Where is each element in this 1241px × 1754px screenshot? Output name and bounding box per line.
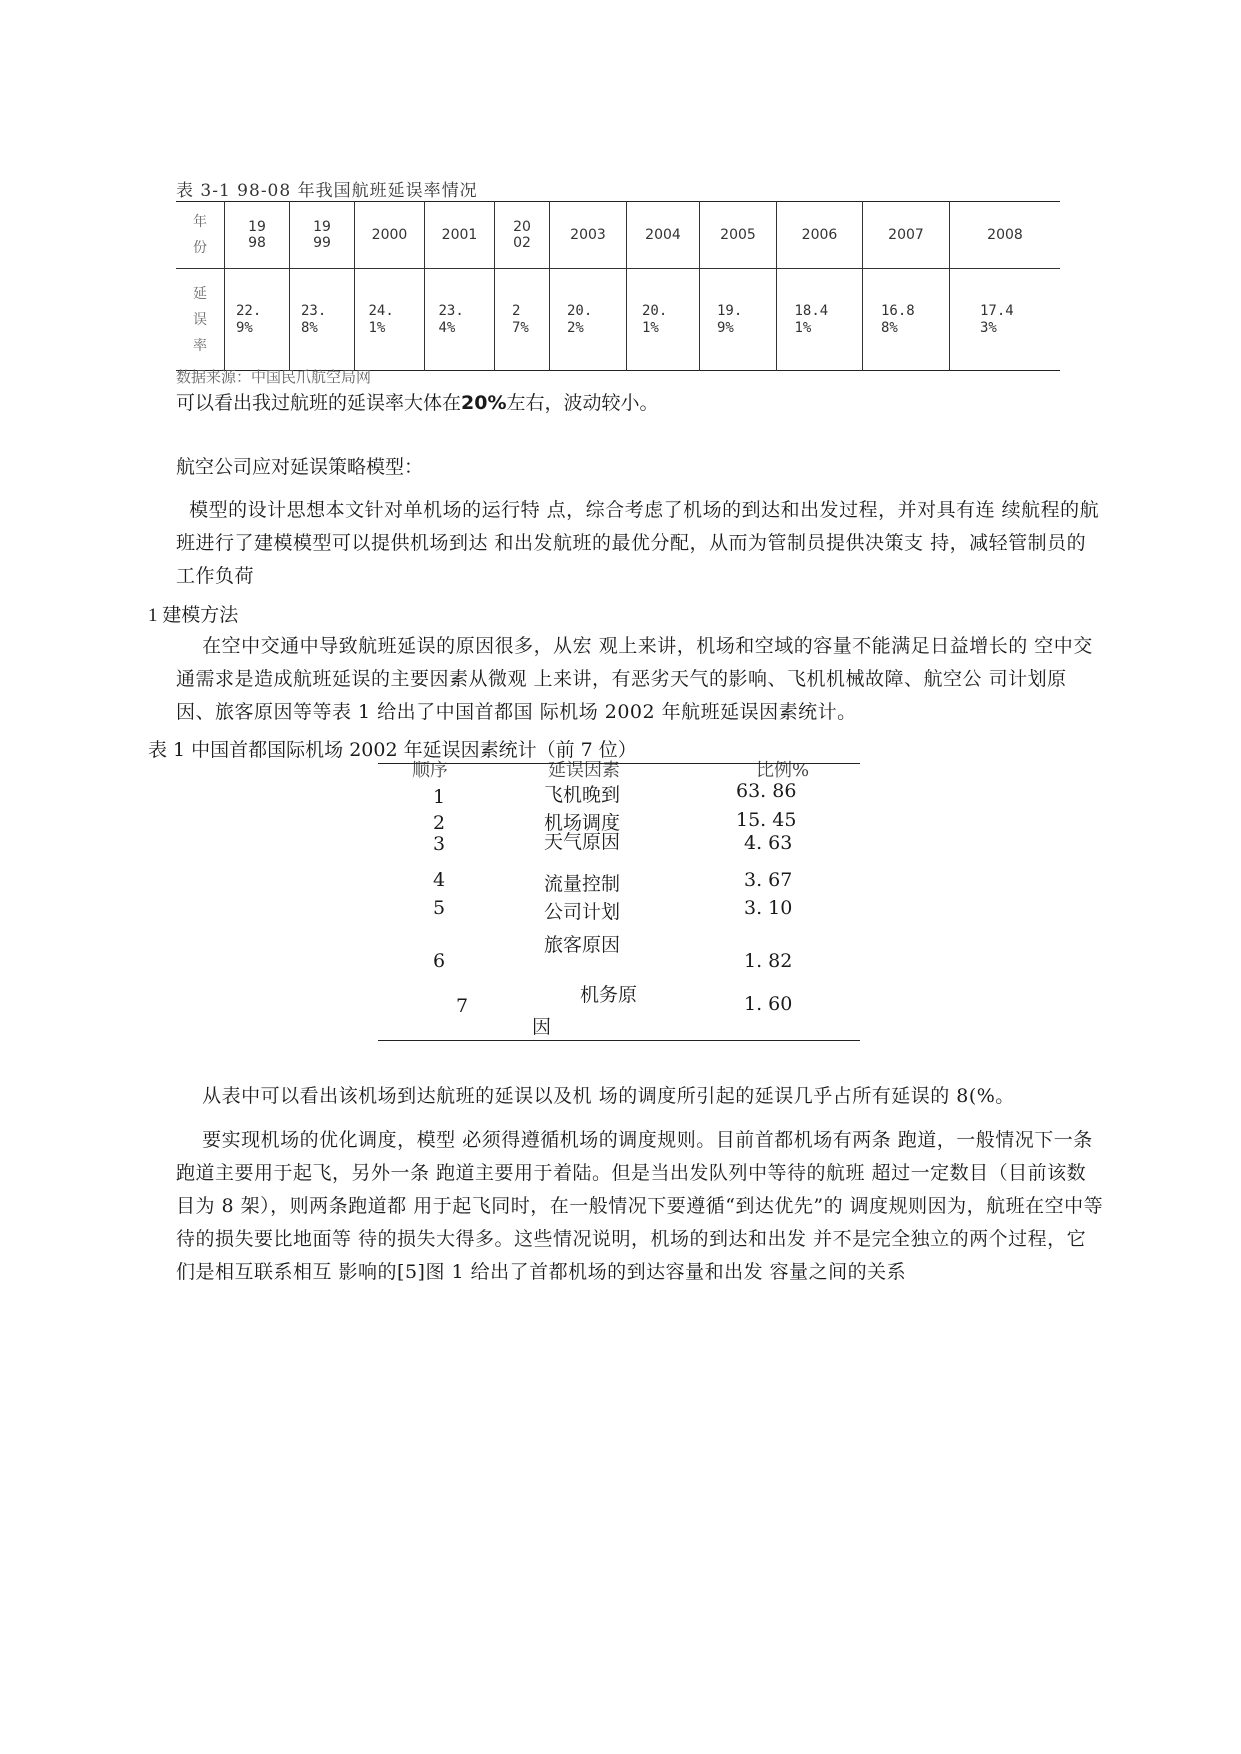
column-header-ratio: 比例% [756,760,810,781]
data-source-note: 数据来源：中国民爪航空局网 [176,368,372,386]
flight-delay-rate-table [176,201,1060,371]
ratio-cell: 1. 60 [744,993,793,1015]
scheduling-rules-paragraph: 要实现机场的优化调度，模型 必须得遵循机场的调度规则。目前首都机场有两条 跑道，一般情况下一条跑道主要用于起飞，另外一条 跑道主要用于着陆。但是当出发队列中等待的航班 超过一定数目（目前该数目为 8 架），则两条跑道都 用于起飞同时，在一般情况下要遵循“到达优先”的 调度规则因为，航班在空中等待的损失要比地面等 待的损失大得多。这些情况说明，机场的到达和出发 并不是完全独立的两个过程，它们是相互联系相互 影响的[5]图 1 给出了首都机场的到达容量和出发 容量之间的关系 [176,1129,1104,1283]
row-label-rate: 延误率 [193,285,207,354]
ratio-cell: 63. 86 [736,780,797,802]
year-cell: 2008 [987,227,1023,243]
factor-cell-continued: 因 [532,1016,552,1038]
rate-cell: 22.9% [236,302,262,336]
column-header-rank: 顺序 [412,760,448,781]
rate-cell: 24.1% [368,302,394,336]
summary-text-end: 左右，波动较小。 [506,392,659,414]
rate-cell: 20.2% [567,302,593,336]
ratio-cell: 15. 45 [736,809,797,831]
rate-cell: 27% [512,302,529,336]
rate-cell: 23.8% [301,302,327,336]
section-heading-airline-strategy: 航空公司应对延误策略模型： [176,456,424,478]
rank-cell: 4 [433,869,446,891]
ratio-cell: 4. 63 [744,832,793,854]
factor-cell: 飞机晚到 [544,784,621,806]
factor-cell: 公司计划 [544,901,621,923]
table-1-top-rule [378,763,860,764]
factor-cell: 天气原因 [544,831,621,853]
rate-cell: 20.1% [642,302,668,336]
ratio-cell: 3. 10 [744,897,793,919]
rank-cell: 3 [433,833,446,855]
factor-cell: 机务原 [580,984,638,1006]
rate-cell: 19.9% [717,302,743,336]
factor-cell: 机场调度 [544,812,621,834]
delay-rate-summary [176,388,659,415]
row-label-year: 年份 [193,214,207,256]
rank-cell: 1 [433,786,446,808]
rank-cell: 2 [433,812,446,834]
year-cell: 2004 [645,227,681,243]
column-header-factor: 延误因素 [548,760,620,781]
year-cell: 2001 [441,227,478,243]
rank-cell: 6 [433,950,446,972]
ratio-cell: 1. 82 [744,950,793,972]
rate-cell: 18.41% [794,302,829,336]
table-row-rates [176,269,1060,371]
factor-cell: 流量控制 [544,873,621,895]
factor-cell: 旅客原因 [544,934,621,956]
year-cell: 2000 [371,227,408,243]
rate-cell: 23.4% [438,302,464,336]
table-1-bottom-rule [378,1040,860,1041]
summary-text: 可以看出我过航班的延误率大体在 [176,392,462,414]
table-1-caption: 表 1 中国首都国际机场 2002 年延误因素统计（前 7 位） [148,739,637,761]
table-analysis-paragraph: 从表中可以看出该机场到达航班的延误以及机 场的调度所引起的延误几乎占所有延误的 8(%。 [176,1085,1015,1107]
year-cell: 2002 [513,219,531,251]
rank-cell: 7 [456,995,469,1017]
model-design-paragraph: 模型的设计思想本文针对单机场的运行特 点，综合考虑了机场的到达和出发过程，并对具有连 续航程的航班进行了建模模型可以提供机场到达 和出发航班的最优分配，从而为管制员提供决策支 持，减轻管制员的工作负荷 [176,499,1100,587]
table-3-1-caption: 表 3-1 98-08 年我国航班延误率情况 [176,181,478,201]
section-heading-modeling-method: 1 建模方法 [148,605,239,626]
year-cell: 1998 [248,219,266,251]
year-cell: 2007 [888,227,924,243]
rate-cell: 17.43% [980,302,1014,336]
year-cell: 2005 [720,227,756,243]
year-cell: 1999 [313,219,331,251]
year-cell: 2006 [801,227,838,243]
rank-cell: 5 [433,897,446,919]
delay-causes-paragraph: 在空中交通中导致航班延误的原因很多，从宏 观上来讲，机场和空域的容量不能满足日益增长的 空中交通需求是造成航班延误的主要因素从微观 上来讲，有恶劣天气的影响、飞机机械故障、航空公 司计划原因、旅客原因等等表 1 给出了中国首都国 际机场 2002 年航班延误因素统计。 [176,635,1093,723]
table-row-years [176,202,1060,269]
summary-bold-value: 20% [461,392,507,414]
ratio-cell: 3. 67 [744,869,793,891]
rate-cell: 16.88% [881,302,915,336]
year-cell: 2003 [570,227,606,243]
